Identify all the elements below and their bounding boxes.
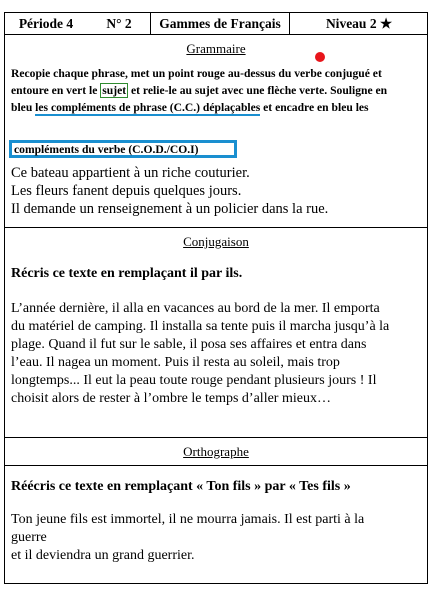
orthographe-instruction: Réécris ce texte en remplaçant « Ton fils » par « Tes fils » (11, 479, 351, 494)
sentence-line: Ce bateau appartient à un riche couturier. (11, 165, 250, 181)
grammaire-instruction (11, 65, 421, 116)
text-line: du matériel de camping. Il installa sa tente puis il marcha jusqu’à la (11, 319, 390, 334)
instruction-text: et relie-le au sujet avec une flèche verte. Souligne en (128, 84, 388, 97)
conjugaison-section (5, 228, 427, 425)
instruction-text: bleu (11, 101, 36, 114)
niveau-label: Niveau 2 ★ (325, 16, 393, 31)
instruction-line: Recopie chaque phrase, met un point rouge au-dessus du verbe conjugué et (11, 67, 382, 80)
text-line: L’année dernière, il alla en vacances au bord de la mer. Il emporta (11, 301, 380, 316)
conjugaison-title: Conjugaison (183, 234, 249, 249)
instruction-text: et encadre en bleu les (260, 101, 369, 114)
sentence-line: Il demande un renseignement à un policier dans la rue. (11, 201, 329, 217)
red-dot-mark (315, 52, 325, 62)
grammaire-title: Grammaire (186, 41, 246, 56)
conjugaison-instruction: Récris ce texte en remplaçant il par ils. (11, 266, 243, 281)
text-line: Ton jeune fils est immortel, il ne mourra jamais. Il est parti à la (11, 512, 365, 527)
cod-label: compléments du verbe (C.O.D./CO.I) (14, 143, 199, 156)
header-title: Gammes de Français (159, 16, 281, 31)
orthographe-section (5, 438, 427, 584)
sujet-green-box: sujet (102, 84, 127, 97)
text-line: l’eau. Il nagea un moment. Puis il resta au soleil, mais trop (11, 355, 340, 370)
grammaire-section (5, 35, 427, 227)
text-line: choisit alors de rester à l’ombre le temps d’aller mieux… (11, 391, 331, 406)
instruction-text: entoure en vert le (11, 84, 101, 97)
text-line: longtemps... Il eut la peau toute rouge pendant plusieurs jours ! Il (11, 373, 377, 388)
text-line: plage. Quand il fut sur le sable, il posa ses affaires et entra dans (11, 337, 367, 352)
periode-label: Période 4 (18, 16, 74, 31)
header-row (5, 13, 427, 35)
title-divider (5, 465, 427, 466)
cod-blue-box (9, 140, 237, 158)
worksheet (4, 12, 428, 584)
text-line: guerre (11, 530, 47, 545)
cc-blue-underline: les compléments de phrase (C.C.) déplaçables (35, 101, 261, 114)
numero-label: N° 2 (106, 16, 132, 31)
text-line: et il deviendra un grand guerrier. (11, 548, 195, 563)
sentence-line: Les fleurs fanent depuis quelques jours. (11, 183, 242, 199)
orthographe-title: Orthographe (183, 444, 249, 459)
